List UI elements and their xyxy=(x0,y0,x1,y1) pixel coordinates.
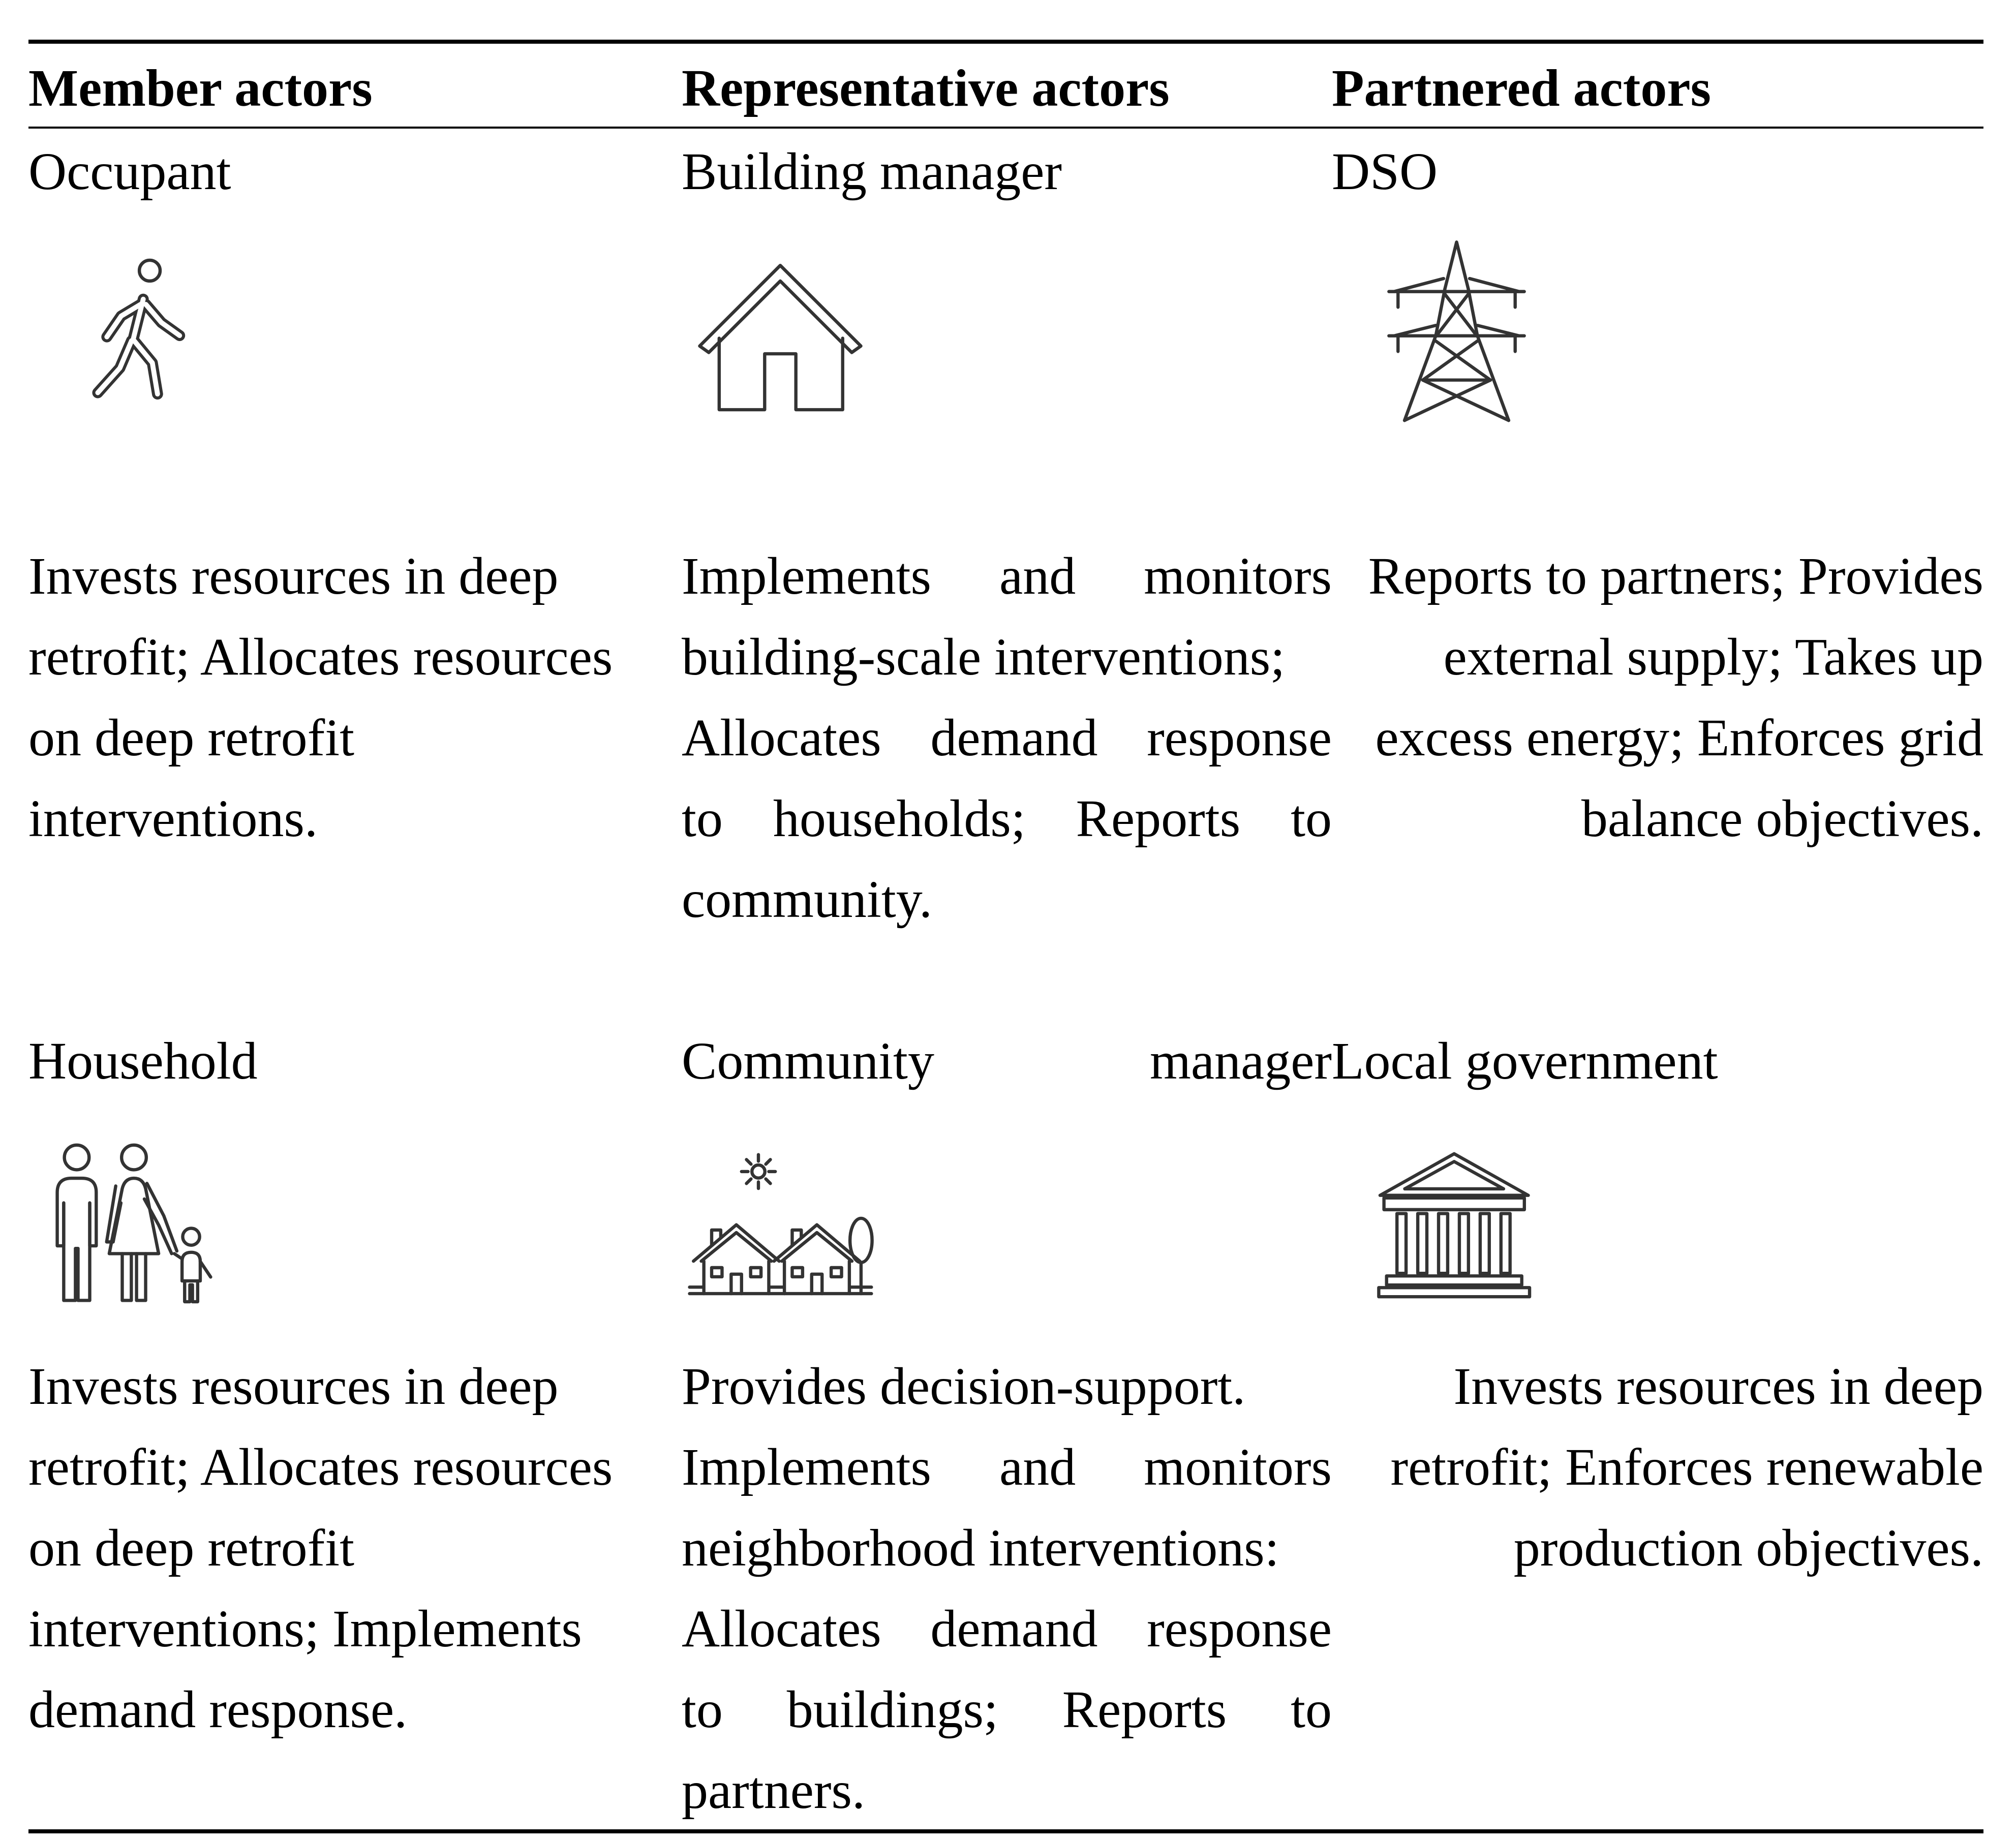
header-member-actors: Member actors xyxy=(28,59,373,117)
description-line: retrofit; Allocates resources xyxy=(28,628,613,686)
transmission-tower-icon-part xyxy=(1389,279,1524,292)
dso-description xyxy=(1332,536,1983,859)
description-line: Invests resources in deep xyxy=(28,547,559,605)
government-building-icon-part xyxy=(1480,1214,1489,1274)
house-icon-part xyxy=(699,265,861,352)
transmission-tower-icon xyxy=(1381,237,1532,427)
description-line: retrofit; Enforces renewable xyxy=(1390,1438,1983,1496)
description-line: on deep retrofit xyxy=(28,1519,355,1577)
government-building-icon-part xyxy=(1439,1214,1448,1274)
transmission-tower-icon-part xyxy=(1398,292,1515,308)
community-houses-icon-part xyxy=(812,1274,822,1294)
community-houses-icon-part xyxy=(742,1155,775,1188)
family-icon-part xyxy=(64,1203,89,1301)
actor-name-occupant: Occupant xyxy=(28,142,231,201)
transmission-tower-icon-part xyxy=(1404,380,1509,420)
walking-person-icon-part xyxy=(139,260,160,281)
description-line: on deep retrofit xyxy=(28,709,355,767)
occupant-description xyxy=(28,536,654,859)
family-icon-part xyxy=(185,1281,198,1302)
government-building-icon-part xyxy=(1397,1214,1406,1274)
household-description xyxy=(28,1346,654,1750)
description-line: Allocates demand response xyxy=(682,709,1332,767)
description-line: Reports to partners; Provides xyxy=(1368,547,1983,605)
community-manager-description xyxy=(682,1346,1332,1831)
family-icon-part xyxy=(121,1145,146,1170)
header-representative-actors: Representative actors xyxy=(682,59,1170,117)
description-line: demand response. xyxy=(28,1680,408,1739)
header-partnered-actors: Partnered actors xyxy=(1332,59,1712,117)
government-building-icon xyxy=(1373,1145,1536,1303)
description-line: balance objectives. xyxy=(1581,789,1983,848)
family-icon-part xyxy=(182,1229,199,1245)
house-icon xyxy=(689,254,871,416)
actor-name-building-manager: Building manager xyxy=(682,142,1062,201)
government-building-icon-part xyxy=(1459,1214,1469,1274)
community-houses-icon-part xyxy=(850,1218,872,1263)
actor-name-dso: DSO xyxy=(1332,142,1438,201)
description-line: Invests resources in deep xyxy=(1453,1357,1983,1416)
description-line: external supply; Takes up xyxy=(1443,628,1983,686)
transmission-tower-icon-part xyxy=(1404,336,1509,420)
government-building-icon-part xyxy=(1387,1276,1522,1285)
description-line: production objectives. xyxy=(1513,1519,1983,1577)
government-building-icon-part xyxy=(1384,1198,1524,1210)
description-line: community. xyxy=(682,870,932,929)
description-line: retrofit; Allocates resources xyxy=(28,1438,613,1496)
family-icon-part xyxy=(122,1253,145,1300)
description-line: building-scale interventions; xyxy=(682,628,1286,686)
top-rule xyxy=(28,40,1983,44)
community-houses-icon-part xyxy=(752,1165,765,1178)
community-houses-icon-part xyxy=(831,1268,841,1277)
description-line: neighborhood interventions: xyxy=(682,1519,1279,1577)
description-line: Invests resources in deep xyxy=(28,1357,559,1416)
description-line: Provides decision-support. xyxy=(682,1357,1246,1416)
community-houses-icon xyxy=(684,1139,879,1303)
transmission-tower-icon-part xyxy=(1445,242,1468,289)
family-icon-part xyxy=(174,1253,211,1277)
walking-person-icon xyxy=(78,247,195,416)
actor-name-household: Household xyxy=(28,1032,258,1090)
community-houses-icon-part xyxy=(751,1268,761,1277)
description-line: Allocates demand response xyxy=(682,1600,1332,1658)
local-government-description xyxy=(1332,1346,1983,1588)
community-houses-icon-part xyxy=(693,1225,779,1262)
description-line: Implements and monitors xyxy=(682,547,1332,605)
community-houses-icon-part xyxy=(792,1268,802,1277)
government-building-icon-part xyxy=(1379,1287,1530,1297)
actor-name-local-government: Local government xyxy=(1332,1032,1718,1090)
description-line: partners. xyxy=(682,1761,865,1820)
family-icon-part xyxy=(107,1186,121,1242)
description-line: interventions; Implements xyxy=(28,1600,582,1658)
transmission-tower-icon-part xyxy=(1398,336,1515,352)
building-manager-description xyxy=(682,536,1332,940)
family-icon-part xyxy=(65,1145,89,1170)
family-icon xyxy=(44,1134,224,1311)
walking-person-icon-part xyxy=(98,299,179,394)
description-line: to buildings; Reports to xyxy=(682,1680,1332,1739)
transmission-tower-icon-part xyxy=(1389,325,1524,335)
community-houses-icon-part xyxy=(774,1225,860,1262)
description-line: excess energy; Enforces grid xyxy=(1375,709,1983,767)
actor-name-community-manager: Community manager xyxy=(682,1032,1332,1090)
family-icon-part xyxy=(144,1183,177,1253)
community-houses-icon-part xyxy=(731,1274,741,1294)
header-rule xyxy=(28,127,1983,129)
description-line: Implements and monitors xyxy=(682,1438,1332,1496)
community-houses-icon-part xyxy=(690,1287,872,1294)
government-building-icon-part xyxy=(1418,1214,1427,1274)
bottom-rule xyxy=(28,1829,1983,1833)
government-building-icon-part xyxy=(1501,1214,1510,1274)
description-line: to households; Reports to xyxy=(682,789,1332,848)
family-icon-part xyxy=(182,1252,200,1281)
house-icon-part xyxy=(719,338,843,410)
description-line: interventions. xyxy=(28,789,318,848)
community-houses-icon-part xyxy=(712,1268,722,1277)
government-building-icon-part xyxy=(1405,1161,1504,1189)
